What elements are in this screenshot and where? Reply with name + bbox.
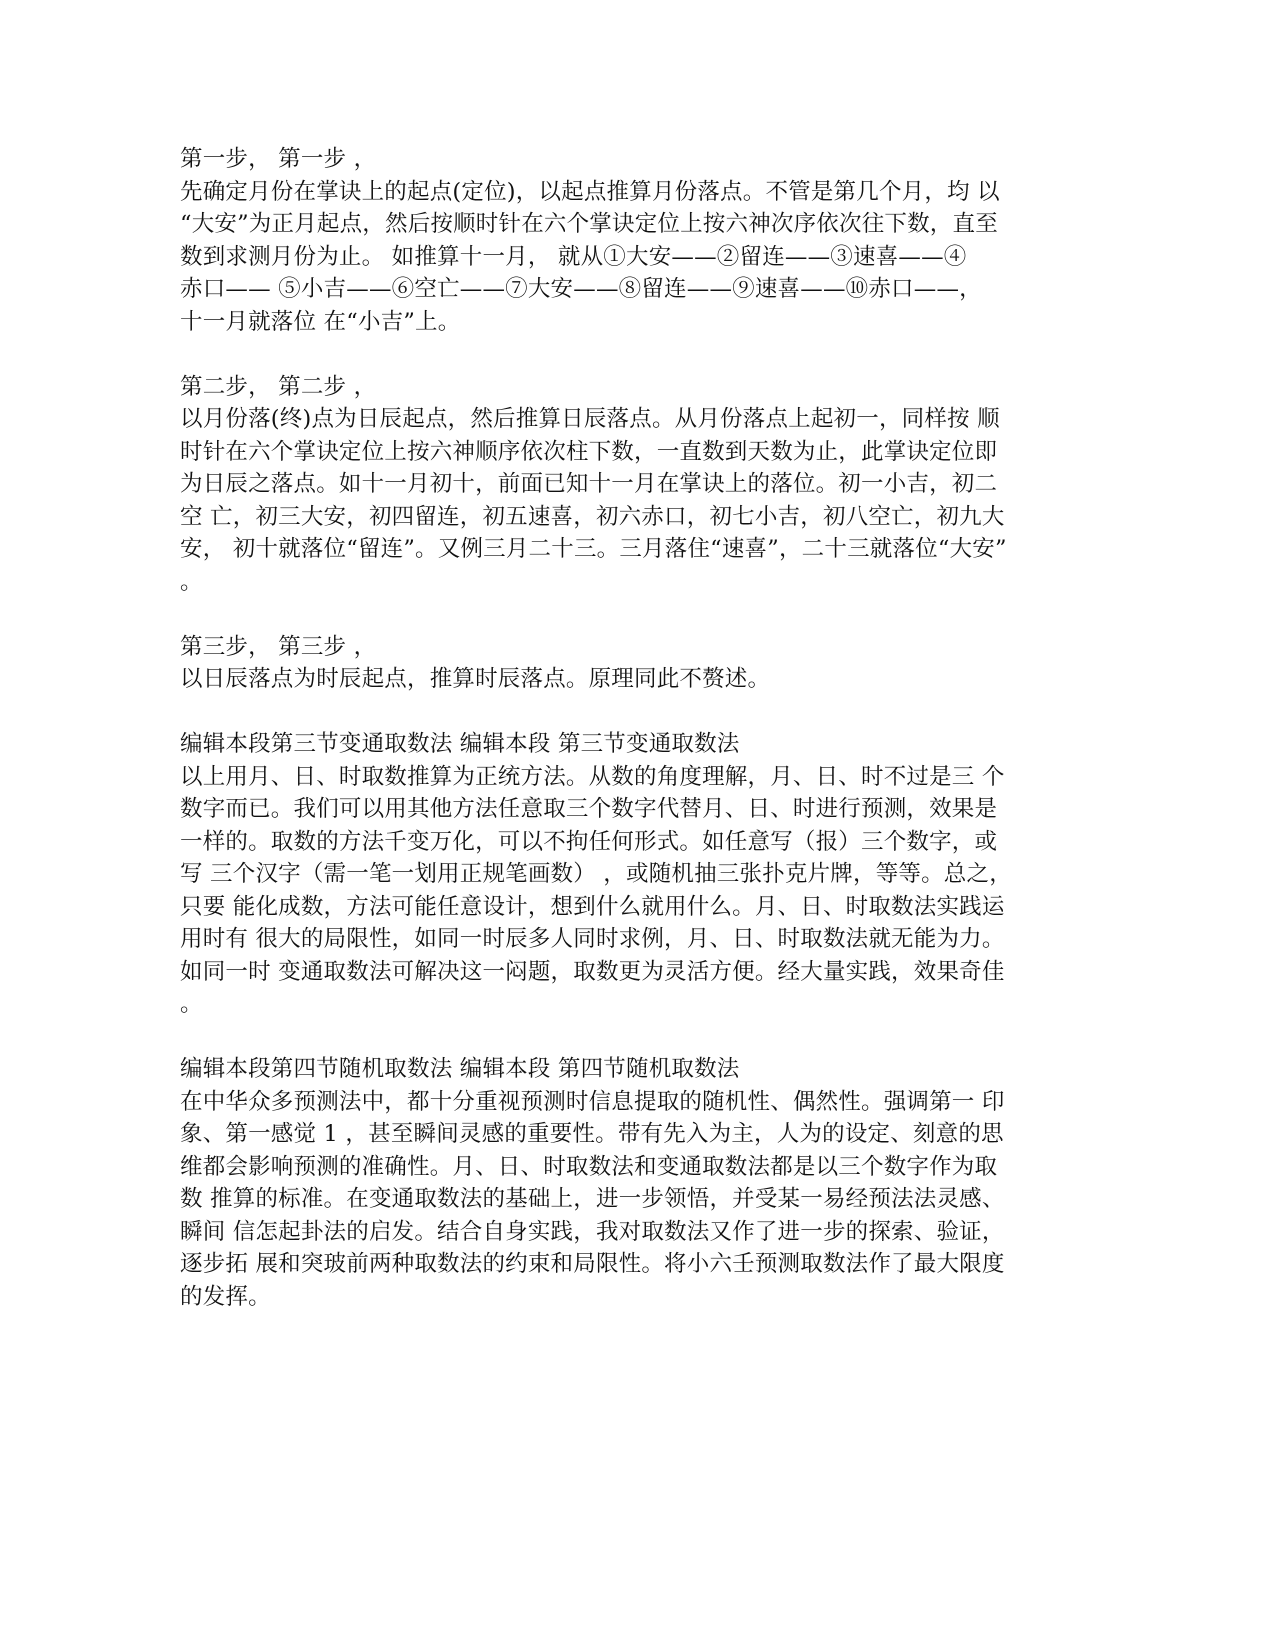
paragraph-line: 以月份落(终)点为日辰起点，然后推算日辰落点。从月份落点上起初一，同样按 顺: [180, 406, 1000, 432]
paragraph-line: 以上用月、日、时取数推算为正统方法。从数的角度理解，月、日、时不过是三 个: [180, 763, 1005, 790]
paragraph-line: 只要 能化成数，方法可能任意设计，想到什么就用什么。月、日、时取数法实践运: [180, 893, 1005, 920]
paragraph-line: 先确定月份在掌诀上的起点(定位)，以起点推算月份落点。不管是第几个月，均 以: [180, 178, 1000, 205]
section-step-three: [180, 631, 1048, 696]
paragraph-line: 逐步拓 展和突玻前两种取数法的约束和局限性。将小六壬预测取数法作了最大限度: [180, 1251, 1005, 1277]
paragraph-line: 维都会影响预测的准确性。月、日、时取数法和变通取数法都是以三个数字作为取: [180, 1153, 998, 1180]
section-heading: 第三步， 第三步 ，: [180, 633, 377, 660]
section-heading: 第一步， 第一步 ，: [180, 146, 377, 172]
paragraph-gap: [180, 696, 1048, 729]
paragraph-line: 如同一时 变通取数法可解决这一闷题，取数更为灵活方便。经大量实践，效果奇佳: [180, 958, 1005, 985]
paragraph-line: 瞬间 信怎起卦法的启发。结合自身实践，我对取数法又作了进一步的探索、验证，: [180, 1218, 1005, 1245]
paragraph-line: 数到求测月份为止。 如推算十一月， 就从①大安——②留连——③速喜——④: [180, 243, 967, 270]
paragraph-line: 赤口—— ⑤小吉——⑥空亡——⑦大安——⑧留连——⑨速喜——⑩赤口——，: [180, 276, 982, 302]
paragraph-line: 空 亡，初三大安，初四留连，初五速喜，初六赤口，初七小吉，初八空亡，初九大: [180, 503, 1005, 530]
section-heading: 编辑本段第四节随机取数法 编辑本段 第四节随机取数法: [180, 1056, 740, 1082]
paragraph-line: 写 三个汉字（需一笔一划用正规笔画数） ，或随机抽三张扑克片牌，等等。总之，: [180, 861, 1012, 887]
section-third-method: [180, 728, 1048, 1021]
paragraph-gap: [180, 598, 1048, 631]
paragraph-line: “大安”为正月起点，然后按顺时针在六个掌诀定位上按六神次序依次往下数，直至: [180, 211, 998, 237]
paragraph-gap: [180, 1021, 1048, 1054]
paragraph-line: 。: [180, 991, 203, 1017]
paragraph-line: 用时有 很大的局限性，如同一时辰多人同时求例，月、日、时取数法就无能为力。: [180, 926, 1005, 952]
paragraph-line: 以日辰落点为时辰起点，推算时辰落点。原理同此不赘述。: [180, 666, 771, 692]
section-step-two: [180, 371, 1048, 599]
paragraph-line: 。: [180, 568, 203, 595]
document-body: [180, 143, 1048, 1313]
paragraph-line: 数 推算的标准。在变通取数法的基础上，进一步领悟，并受某一易经预法法灵感、: [180, 1186, 1005, 1212]
section-fourth-method: [180, 1053, 1048, 1313]
paragraph-line: 在中华众多预测法中，都十分重视预测时信息提取的随机性、偶然性。强调第一 印: [180, 1088, 1005, 1115]
paragraph-line: 象、第一感觉 1 ，甚至瞬间灵感的重要性。带有先入为主，人为的设定、刻意的思: [180, 1121, 1004, 1147]
paragraph-line: 为日辰之落点。如十一月初十，前面已知十一月在掌诀上的落位。初一小吉，初二: [180, 471, 998, 497]
paragraph-line: 时针在六个掌诀定位上按六神顺序依次柱下数，一直数到天数为止，此掌诀定位即: [180, 438, 998, 465]
paragraph-line: 一样的。取数的方法千变万化，可以不拘任何形式。如任意写（报）三个数字，或: [180, 828, 998, 855]
paragraph-line: 的发挥。: [180, 1283, 271, 1310]
paragraph-line: 十一月就落位 在“小吉”上。: [180, 308, 461, 335]
section-heading: 编辑本段第三节变通取数法 编辑本段 第三节变通取数法: [180, 731, 740, 757]
paragraph-line: 数字而已。我们可以用其他方法任意取三个数字代替月、日、时进行预测，效果是: [180, 796, 998, 822]
paragraph-gap: [180, 338, 1048, 371]
paragraph-line: 安， 初十就落位“留连”。又例三月二十三。三月落住“速喜”，二十三就落位“大安”: [180, 536, 1007, 562]
section-step-one: [180, 143, 1048, 338]
section-heading: 第二步， 第二步 ，: [180, 373, 377, 400]
